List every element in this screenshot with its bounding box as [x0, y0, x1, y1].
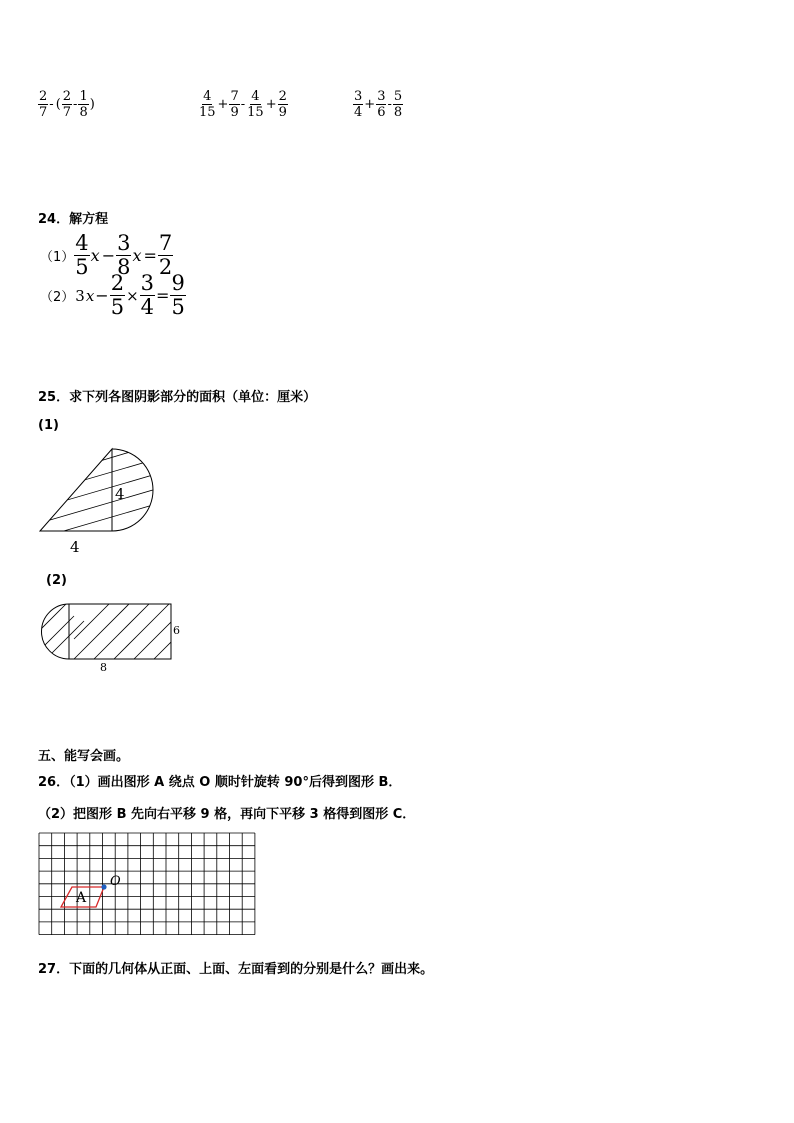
semicircle-outline [42, 604, 70, 659]
operator: − [101, 246, 116, 265]
fraction: $\frac{2}{7}$ [62, 89, 72, 120]
operator: = [143, 246, 157, 265]
fraction: $\frac{3}{4}$ [354, 89, 363, 120]
question-26-line-2: （2）把图形 B 先向右平移 9 格，再向下平移 3 格得到图形 C． [38, 807, 416, 822]
fraction: $\frac{5}{8}$ [393, 89, 403, 120]
fraction: $\frac{1}{8}$ [79, 89, 88, 120]
equation-label: （1） [40, 250, 75, 265]
point-o [101, 884, 106, 889]
fraction: $\frac{2}{9}$ [278, 89, 287, 120]
operator: - [73, 97, 78, 112]
figure-2-diagram [34, 596, 194, 676]
fraction: $\frac{4}{15}$ [247, 89, 264, 120]
grid-diagram [38, 831, 256, 943]
operator: - [387, 97, 392, 112]
point-o-label: O [110, 874, 121, 889]
dimension-side: 4 [115, 485, 125, 503]
fraction: $\frac{3}{6}$ [377, 89, 386, 120]
operator: + [364, 97, 376, 112]
question-25-title: 25．求下列各图阴影部分的面积（单位：厘米） [38, 390, 317, 405]
calc-expression-1 [38, 90, 96, 119]
operator: = [156, 286, 170, 305]
equation-2 [40, 273, 186, 318]
paren-left: ( [55, 97, 61, 112]
operator: - [240, 97, 246, 112]
grid-lines [39, 833, 255, 935]
fraction: $\frac{2}{7}$ [39, 89, 48, 120]
dimension-base: 4 [70, 538, 80, 556]
fraction: $\frac{4}{5}$ [75, 231, 89, 279]
shape-a-label: A [76, 890, 87, 906]
dimension-height: 6 [173, 624, 180, 637]
fraction: $\frac{3}{4}$ [140, 271, 155, 319]
figure-2-label: (2) [46, 573, 67, 588]
operator: + [265, 97, 277, 112]
operator: - [49, 97, 54, 112]
variable-x: x [90, 246, 100, 265]
section-5-title: 五、能写会画。 [38, 749, 130, 764]
calc-expression-3 [353, 90, 403, 119]
fraction: $\frac{7}{9}$ [230, 89, 239, 120]
calc-expression-2 [198, 90, 288, 119]
equation-label: （2） [40, 290, 75, 305]
fraction: $\frac{4}{15}$ [199, 89, 216, 120]
fraction: $\frac{2}{5}$ [110, 271, 125, 319]
operator: − [95, 286, 109, 305]
variable-x: x [85, 286, 95, 305]
figure-1-diagram [30, 440, 170, 560]
rectangle-outline [69, 604, 171, 659]
question-27-title: 27．下面的几何体从正面、上面、左面看到的分别是什么？画出来。 [38, 962, 434, 977]
operator: + [217, 97, 229, 112]
hatch-lines [34, 601, 171, 661]
operator: × [126, 286, 139, 305]
variable-x: x [132, 246, 142, 265]
figure-1-label: (1) [38, 418, 59, 433]
coefficient: 3 [75, 286, 85, 305]
question-24-title: 24．解方程 [38, 212, 109, 227]
fraction: $\frac{7}{2}$ [158, 231, 173, 279]
question-26-line-1: 26．（1）画出图形 A 绕点 O 顺时针旋转 90°后得到图形 B． [38, 775, 402, 790]
fraction: $\frac{9}{5}$ [171, 271, 185, 319]
paren-right: ) [89, 97, 95, 112]
fraction: $\frac{3}{8}$ [117, 231, 131, 279]
dimension-length: 8 [100, 661, 107, 674]
